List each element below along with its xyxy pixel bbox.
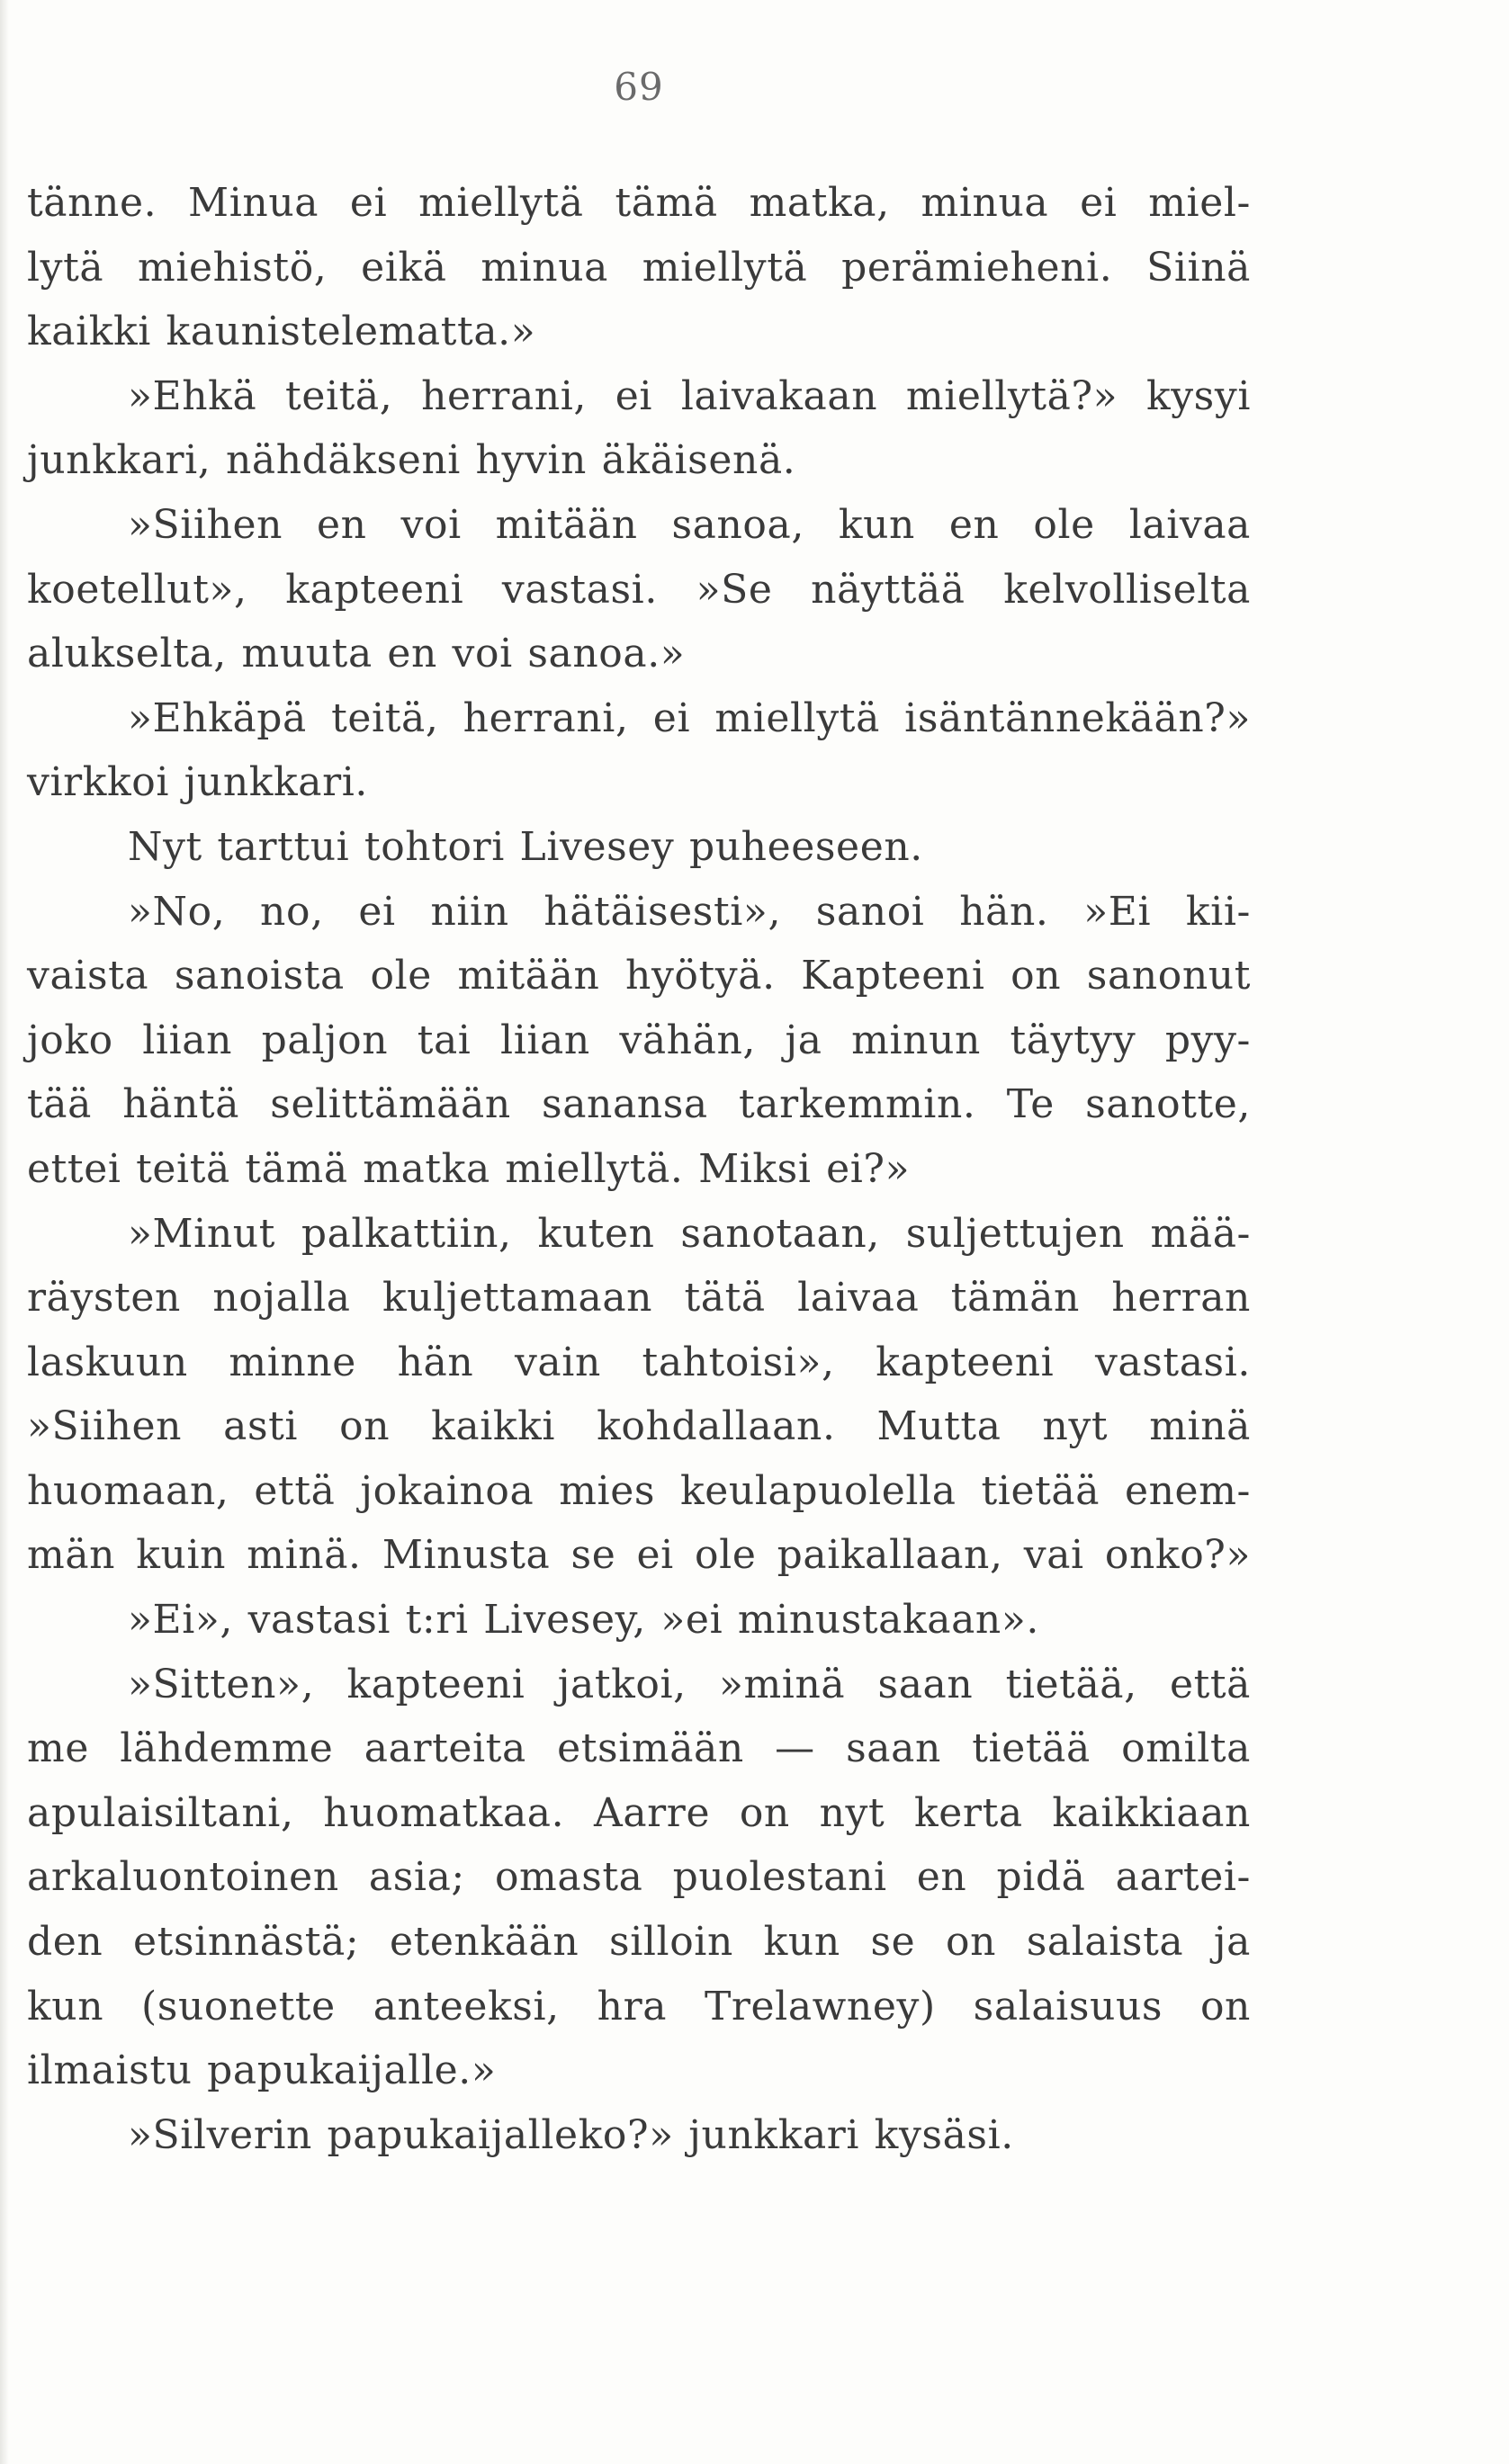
text-line: män kuin minä. Minusta se ei ole paikallaan, vai onko?» — [27, 1532, 1251, 1579]
binding-edge-shadow — [0, 0, 9, 2464]
text-line: tänne. Minua ei miellytä tämä matka, minua ei miel- — [27, 180, 1251, 226]
text-line: Nyt tarttui tohtori Livesey puheeseen. — [128, 823, 923, 870]
text-line: »Siihen en voi mitään sanoa, kun en ole laivaa — [128, 501, 1251, 548]
text-line: me lähdemme aarteita etsimään — saan tietää omilta — [27, 1725, 1251, 1772]
text-line: tää häntä selittämään sanansa tarkemmin. Te sanotte, — [27, 1081, 1251, 1128]
text-line: »Minut palkattiin, kuten sanotaan, suljettujen mää- — [128, 1210, 1251, 1257]
text-line: »Ei», vastasi t:ri Livesey, »ei minustakaan». — [128, 1597, 1039, 1644]
text-line: ilmaistu papukaijalle.» — [27, 2047, 497, 2094]
text-line: »Ehkäpä teitä, herrani, ei miellytä isäntännekään?» — [128, 694, 1251, 741]
text-line: lytä miehistö, eikä minua miellytä perämieheni. Siinä — [27, 244, 1251, 291]
text-line: kun (suonette anteeksi, hra Trelawney) salaisuus on — [27, 1983, 1251, 2029]
page-number: 69 — [614, 65, 664, 109]
text-line: junkkari, nähdäkseni hyvin äkäisenä. — [27, 437, 796, 484]
text-line: kaikki kaunistelematta.» — [27, 309, 536, 355]
text-line: virkkoi junkkari. — [27, 759, 369, 806]
text-line: »No, no, ei niin hätäisesti», sanoi hän. »Ei kii- — [128, 888, 1251, 935]
text-line: laskuun minne hän vain tahtoisi», kapteeni vastasi. — [27, 1339, 1251, 1385]
text-line: koetellut», kapteeni vastasi. »Se näyttää kelvolliselta — [27, 566, 1251, 613]
text-line: »Sitten», kapteeni jatkoi, »minä saan tietää, että — [128, 1661, 1251, 1707]
text-line: alukselta, muuta en voi sanoa.» — [27, 631, 686, 677]
text-line: »Ehkä teitä, herrani, ei laivakaan miellytä?» kysyi — [128, 372, 1251, 419]
page-text — [27, 171, 1251, 2167]
text-line: den etsinnästä; etenkään silloin kun se on salaista ja — [27, 1919, 1251, 1966]
text-line: huomaan, että jokainoa mies keulapuolella tietää enem- — [27, 1467, 1251, 1514]
text-line: arkaluontoinen asia; omasta puolestani en pidä aartei- — [27, 1854, 1251, 1901]
text-line: »Silverin papukaijalleko?» junkkari kysäsi. — [128, 2111, 1014, 2158]
text-line: räysten nojalla kuljettamaan tätä laivaa tämän herran — [27, 1275, 1251, 1322]
text-line: joko liian paljon tai liian vähän, ja minun täytyy pyy- — [27, 1017, 1251, 1063]
text-line: apulaisiltani, huomatkaa. Aarre on nyt kerta kaikkiaan — [27, 1789, 1251, 1836]
text-line: vaista sanoista ole mitään hyötyä. Kapteeni on sanonut — [27, 953, 1251, 999]
text-line: ettei teitä tämä matka miellytä. Miksi ei?» — [27, 1145, 911, 1192]
text-line: »Siihen asti on kaikki kohdallaan. Mutta nyt minä — [27, 1403, 1251, 1450]
